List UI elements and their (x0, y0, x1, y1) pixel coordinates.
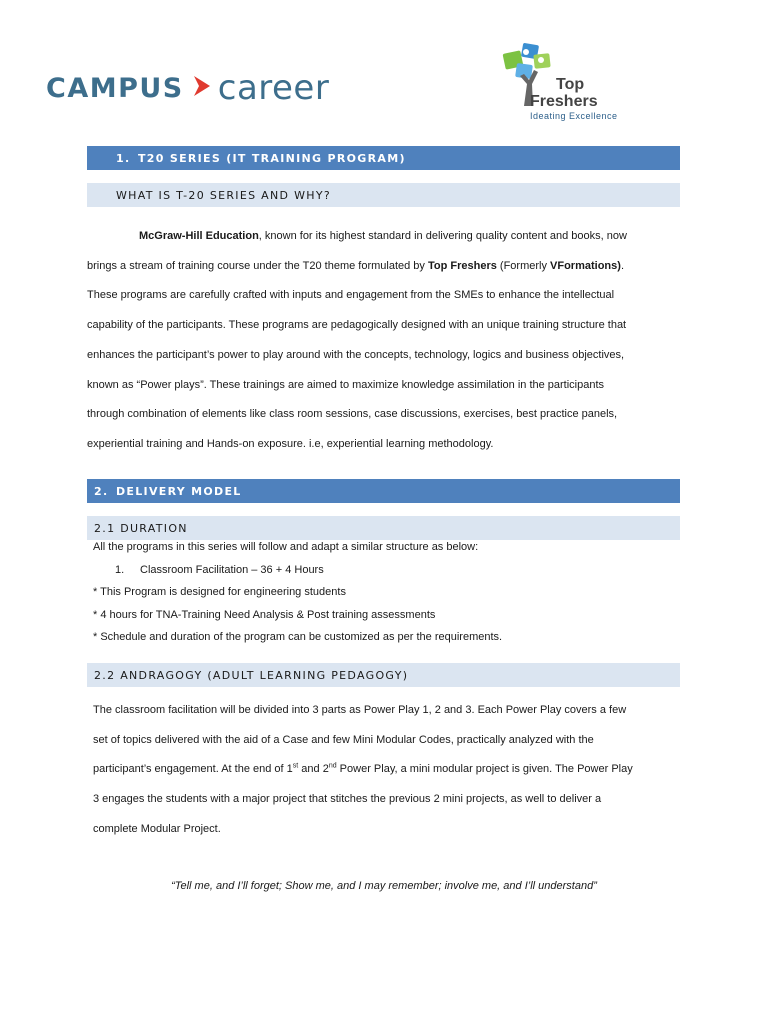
andragogy-paragraph (93, 696, 675, 845)
andragogy-line: complete Modular Project. (93, 822, 221, 835)
section-2-number: 2. (94, 484, 109, 498)
andragogy-heading-text: 2.2 ANDRAGOGY (ADULT LEARNING PEDAGOGY) (94, 668, 409, 682)
page-header (0, 0, 768, 130)
duration-content (93, 536, 683, 649)
list-item-text: Classroom Facilitation – 36 + 4 Hours (140, 563, 324, 576)
logo-top-text: Top (556, 76, 585, 93)
duration-note: * 4 hours for TNA-Training Need Analysis & Post training assessments (93, 608, 436, 621)
logo-tagline: Ideating Excellence (530, 111, 618, 121)
mcgraw-hill-name: McGraw-Hill Education (139, 230, 259, 242)
andragogy-line-text: participant’s engagement. At the end of 1 (93, 763, 293, 776)
section-1-heading (87, 146, 680, 170)
top-freshers-logo (500, 40, 640, 124)
andragogy-heading (87, 663, 680, 687)
intro-line (87, 222, 680, 252)
intro-line: These programs are carefully crafted with inputs and engagement from the SMEs to enhance the intellectual (87, 289, 615, 302)
duration-note: * This Program is designed for engineering students (93, 586, 346, 598)
section-1-title: T20 SERIES (IT TRAINING PROGRAM) (138, 151, 406, 165)
intro-line: known as “Power plays”. These trainings are aimed to maximize knowledge assimilation in the participants (87, 378, 605, 391)
chevron-right-icon (192, 74, 212, 103)
section-1-number: 1. (116, 151, 131, 165)
section-2-heading (87, 479, 680, 503)
intro-line: through combination of elements like class room sessions, case discussions, exercises, best practice panels, (87, 408, 618, 421)
section-1-subtitle: WHAT IS T-20 SERIES AND WHY? (116, 188, 332, 202)
superscript: st (292, 762, 299, 770)
intro-line (87, 252, 680, 282)
intro-line-text: brings a stream of training course under the T20 theme formulated by (87, 259, 428, 272)
andragogy-line (93, 755, 675, 785)
list-item-number: 1. (115, 563, 125, 576)
section-1-subheading (87, 183, 680, 207)
intro-line: enhances the participant’s power to play around with the concepts, technology, logics and business objectives, (87, 348, 625, 361)
duration-note: * Schedule and duration of the program can be customized as per the requirements. (93, 631, 503, 643)
top-freshers-name: Top Freshers (427, 259, 497, 272)
intro-line: experiential training and Hands-on exposure. i.e, experiential learning methodology. (87, 437, 494, 450)
superscript: nd (328, 762, 337, 770)
andragogy-line: The classroom facilitation will be divided into 3 parts as Power Play 1, 2 and 3. Each Power Play covers a few (93, 704, 627, 716)
andragogy-line-text: and 2 (298, 763, 329, 776)
vformations-name: VFormations) (550, 259, 621, 272)
intro-line-text: (Formerly (496, 259, 551, 272)
duration-heading-text: 2.1 DURATION (94, 521, 188, 535)
logo-freshers-text: Freshers (530, 93, 598, 110)
intro-line-text: , known for its highest standard in delivering quality content and books, now (258, 230, 627, 242)
andragogy-line: set of topics delivered with the aid of a Case and few Mini Modular Codes, practically analyzed with the (93, 733, 594, 746)
andragogy-line: 3 engages the students with a major project that stitches the previous 2 mini projects, as well to deliver a (93, 793, 602, 806)
intro-paragraph (87, 222, 680, 460)
quote: “Tell me, and I’ll forget; Show me, and I may remember; involve me, and I’ll understand” (171, 880, 597, 892)
campus-career-logo (46, 68, 329, 108)
duration-intro: All the programs in this series will follow and adapt a similar structure as below: (93, 541, 479, 553)
andragogy-line-text: Power Play, a mini modular project is given. The Power Play (336, 763, 633, 776)
campus-logo-text: CAMPUS (46, 72, 184, 104)
intro-line-text: . (620, 259, 624, 272)
duration-list-item (93, 559, 683, 582)
section-2-title: DELIVERY MODEL (116, 484, 242, 498)
career-logo-text: career (217, 68, 330, 108)
intro-line: capability of the participants. These programs are pedagogically designed with an unique training structure that (87, 319, 627, 332)
